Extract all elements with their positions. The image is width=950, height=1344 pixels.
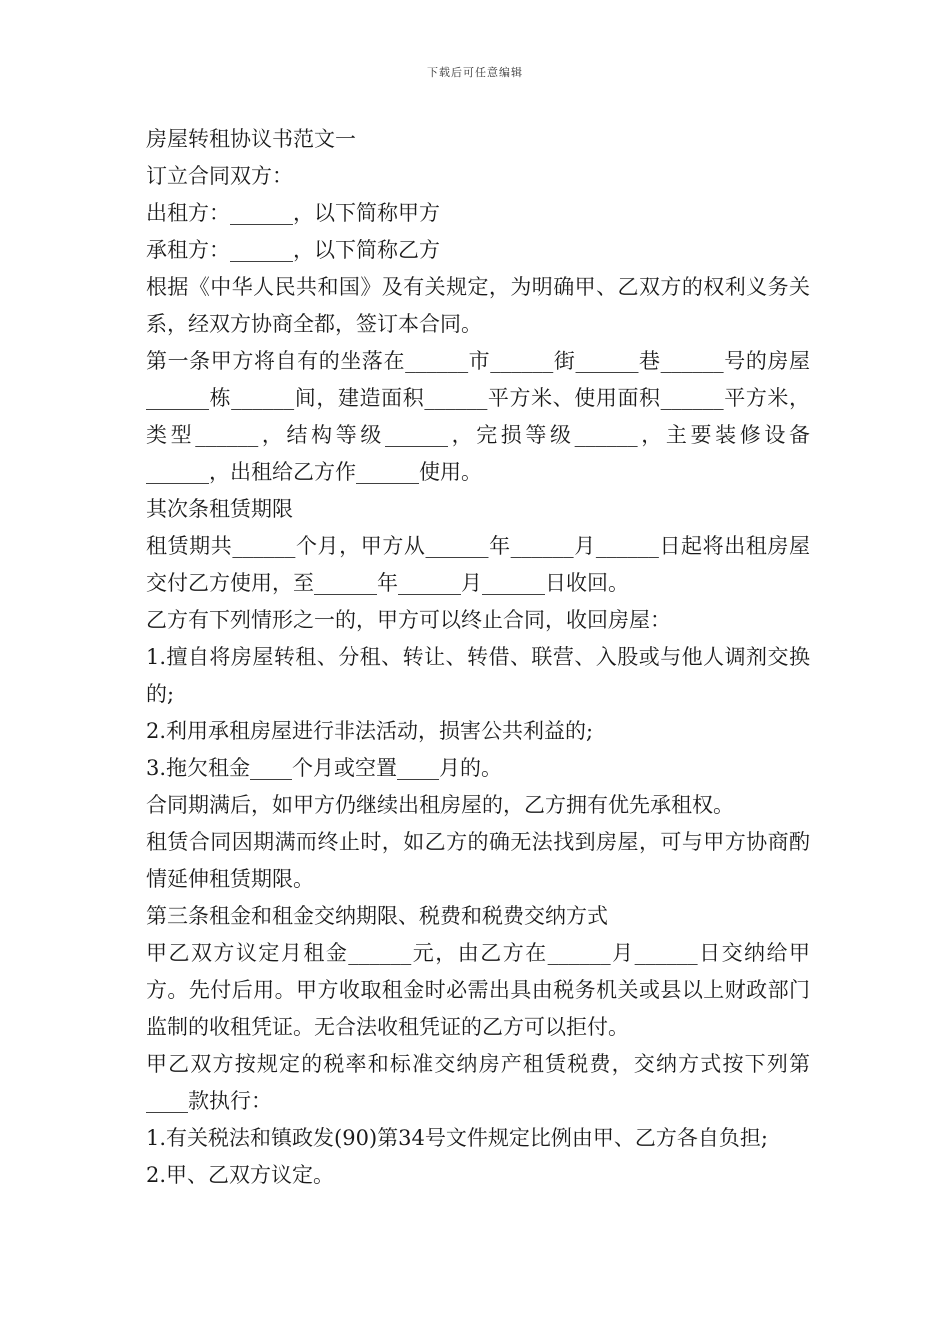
section-heading: 第三条租金和租金交纳期限、税费和税费交纳方式	[146, 904, 608, 928]
list-item: 1.有关税法和镇政发(90)第34号文件规定比例由甲、乙方各自负担;	[146, 1126, 768, 1150]
paragraph: 甲乙双方按规定的税率和标准交纳房产租赁税费，交纳方式按下列第____款执行：	[146, 1052, 810, 1113]
paragraph: 合同期满后，如甲方仍继续出租房屋的，乙方拥有优先承租权。	[146, 793, 734, 817]
paragraph: 承租方：______，以下简称乙方	[146, 238, 440, 262]
page-header-note: 下载后可任意编辑	[427, 66, 523, 79]
paragraph: 甲乙双方议定月租金______元，由乙方在______月______日交纳给甲方。先付后用。甲方收取租金时必需出具由税务机关或县以上财政部门监制的收租凭证。无合法收租凭证的乙方可以拒付。	[146, 941, 810, 1039]
paragraph: 订立合同双方：	[146, 164, 293, 188]
paragraph: 租赁期共______个月，甲方从______年______月______日起将出租房屋交付乙方使用，至______年______月______日收回。	[146, 534, 810, 595]
list-item: 1.擅自将房屋转租、分租、转让、转借、联营、入股或与他人调剂交换的;	[146, 645, 810, 706]
document-body	[146, 121, 810, 1194]
paragraph: 租赁合同因期满而终止时，如乙方的确无法找到房屋，可与甲方协商酌情延伸租赁期限。	[146, 830, 810, 891]
paragraph: 根据《中华人民共和国》及有关规定，为明确甲、乙双方的权利义务关系，经双方协商全都，签订本合同。	[146, 275, 810, 336]
paragraph: 乙方有下列情形之一的，甲方可以终止合同，收回房屋：	[146, 608, 671, 632]
list-item: 2.利用承租房屋进行非法活动，损害公共利益的;	[146, 719, 594, 743]
section-heading: 其次条租赁期限	[146, 497, 293, 521]
paragraph: 出租方：______，以下简称甲方	[146, 201, 440, 225]
paragraph: 第一条甲方将自有的坐落在______市______街______巷______号的房屋______栋______间，建造面积______平方米、使用面积______平方米，类型______，结构等级______，完损等级______，主要装修设备______，出租给乙方作______使用。	[146, 349, 810, 484]
list-item: 3.拖欠租金____个月或空置____月的。	[146, 756, 503, 780]
list-item: 2.甲、乙双方议定。	[146, 1163, 335, 1187]
doc-title: 房屋转租协议书范文一	[146, 127, 356, 151]
